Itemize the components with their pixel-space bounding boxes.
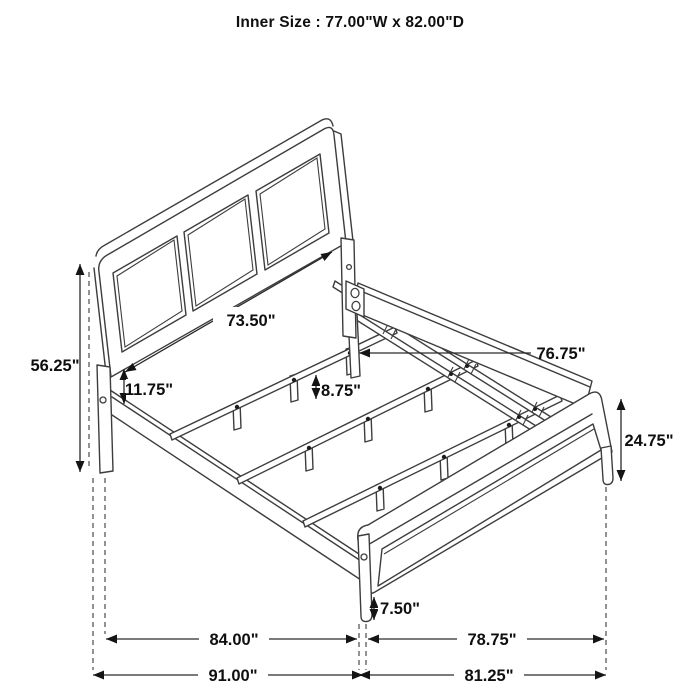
page-title: Inner Size : 77.00"W x 82.00"D: [235, 14, 465, 31]
dimension-label: 78.75": [467, 631, 517, 649]
dim-headboard-height: [30, 264, 84, 472]
dimension-label: 24.75": [624, 432, 674, 450]
footboard-face: [358, 392, 612, 593]
dim-side-overall-length: [93, 667, 363, 685]
dim-slat-leg-height: [312, 375, 363, 400]
dim-front-inner-width: [368, 631, 604, 649]
dim-footboard-clearance: [370, 597, 423, 620]
dim-footboard-height: [617, 399, 674, 481]
dimension-label: 81.25": [464, 667, 514, 685]
footboard-front-leg: [358, 534, 372, 622]
dimension-label: 91.00": [208, 667, 258, 685]
dimension-label: 84.00": [209, 631, 259, 649]
dimension-label: 7.50": [380, 600, 420, 618]
dimension-label: 11.75": [124, 381, 174, 399]
footboard: [358, 392, 613, 621]
dim-rail-gap: [120, 369, 174, 404]
headboard-left-leg: [97, 365, 113, 473]
dimension-label: 73.50": [226, 312, 276, 330]
dim-side-inner-length: [106, 631, 357, 649]
dim-front-overall-width: [359, 667, 606, 685]
dimension-label: 56.25": [30, 357, 80, 375]
dimension-label: 76.75": [536, 345, 586, 363]
footboard-right-leg: [601, 446, 613, 485]
dimension-label: 8.75": [321, 382, 361, 400]
